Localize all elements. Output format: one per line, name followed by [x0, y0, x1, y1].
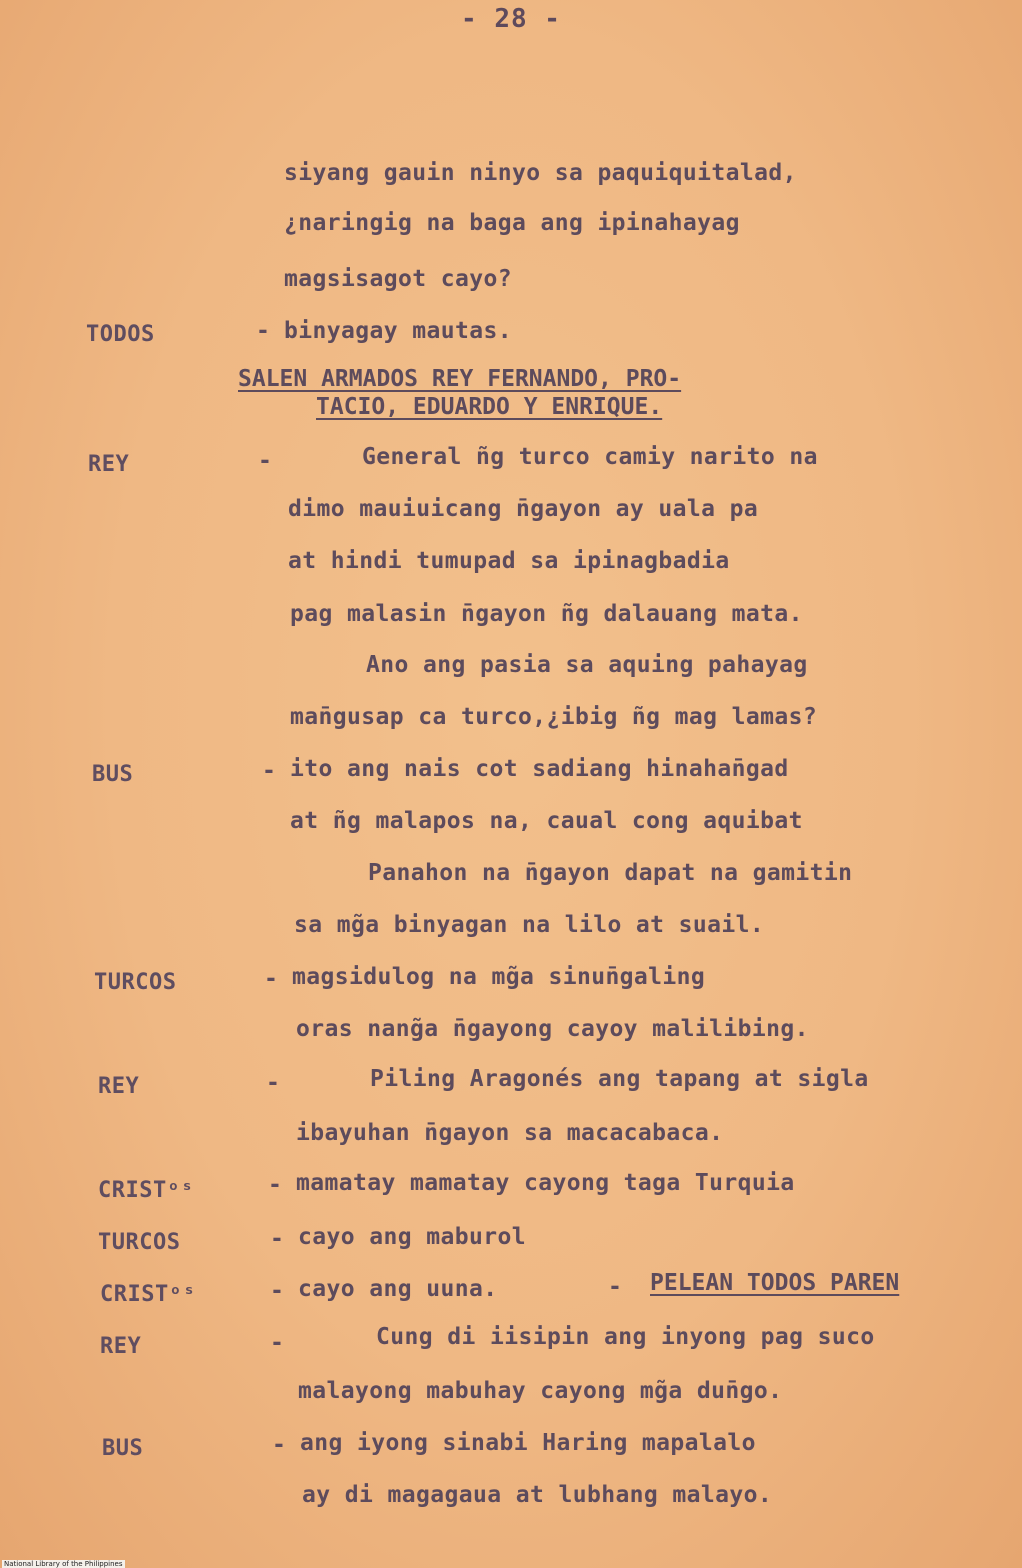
- verse-line: siyang gauin ninyo sa paquiquitalad,: [284, 160, 797, 186]
- speaker-dash: -: [270, 1330, 284, 1356]
- verse-line: dimo mauiuicang n̄gayon ay uala pa: [288, 496, 759, 522]
- speaker-label: BUS: [102, 1436, 144, 1461]
- speaker-label: CRISTᵒˢ: [100, 1282, 197, 1307]
- verse-line: oras nang̃a n̄gayong cayoy malilibing.: [296, 1016, 809, 1042]
- verse-line: Panahon na n̄gayon dapat na gamitin: [368, 860, 853, 886]
- speaker-dash: -: [256, 318, 270, 344]
- verse-line: mamatay mamatay cayong taga Turquia: [296, 1170, 795, 1196]
- speaker-dash: -: [272, 1432, 286, 1458]
- verse-line: malayong mabuhay cayong mg̃a dun̄go.: [298, 1378, 783, 1404]
- verse-line: sa mg̃a binyagan na lilo at suail.: [294, 912, 765, 938]
- verse-line: at hindi tumupad sa ipinagbadia: [288, 548, 730, 574]
- verse-line: Ano ang pasia sa aquing pahayag: [366, 652, 808, 678]
- speaker-label: BUS: [92, 762, 134, 787]
- speaker-label: REY: [88, 452, 130, 477]
- speaker-dash: -: [266, 1070, 280, 1096]
- stage-direction: SALEN ARMADOS REY FERNANDO, PRO-: [238, 366, 682, 392]
- stage-direction: PELEAN TODOS PAREN: [650, 1270, 900, 1296]
- verse-line: cayo ang uuna.: [298, 1276, 498, 1302]
- speaker-label: REY: [98, 1074, 140, 1099]
- verse-line: ito ang nais cot sadiang hinahan̄gad: [290, 756, 789, 782]
- speaker-label: TURCOS: [94, 970, 177, 995]
- verse-line: binyagay mautas.: [284, 318, 512, 344]
- stage-direction: TACIO, EDUARDO Y ENRIQUE.: [316, 394, 663, 420]
- speaker-dash: -: [264, 966, 278, 992]
- speaker-dash: -: [262, 758, 276, 784]
- verse-line: man̄gusap ca turco,¿ibig ñg mag lamas?: [290, 704, 818, 730]
- speaker-label: TURCOS: [98, 1230, 181, 1255]
- speaker-label: TODOS: [86, 322, 155, 347]
- verse-line: cayo ang maburol: [298, 1224, 526, 1250]
- verse-line: magsisagot cayo?: [284, 266, 512, 292]
- library-credit: National Library of the Philippines: [4, 1560, 123, 1568]
- speaker-dash: -: [270, 1278, 284, 1304]
- speaker-label: CRISTᵒˢ: [98, 1178, 195, 1203]
- speaker-label: REY: [100, 1334, 142, 1359]
- stage-direction-dash: -: [608, 1274, 622, 1300]
- speaker-dash: -: [258, 448, 272, 474]
- verse-line: ay di magagaua at lubhang malayo.: [302, 1482, 773, 1508]
- verse-line: ¿naringig na baga ang ipinahayag: [284, 210, 740, 236]
- verse-line: Cung di iisipin ang inyong pag suco: [376, 1324, 875, 1350]
- verse-line: ibayuhan n̄gayon sa macacabaca.: [296, 1120, 724, 1146]
- verse-line: ang iyong sinabi Haring mapalalo: [300, 1430, 756, 1456]
- verse-line: at ñg malapos na, caual cong aquibat: [290, 808, 803, 834]
- speaker-dash: -: [270, 1226, 284, 1252]
- verse-line: General ñg turco camiy narito na: [362, 444, 818, 470]
- verse-line: magsidulog na mg̃a sinun̄galing: [292, 964, 706, 990]
- page-number: - 28 -: [461, 4, 561, 34]
- speaker-dash: -: [268, 1172, 282, 1198]
- verse-line: pag malasin n̄gayon ñg dalauang mata.: [290, 601, 803, 627]
- verse-line: Piling Aragonés ang tapang at sigla: [370, 1066, 869, 1092]
